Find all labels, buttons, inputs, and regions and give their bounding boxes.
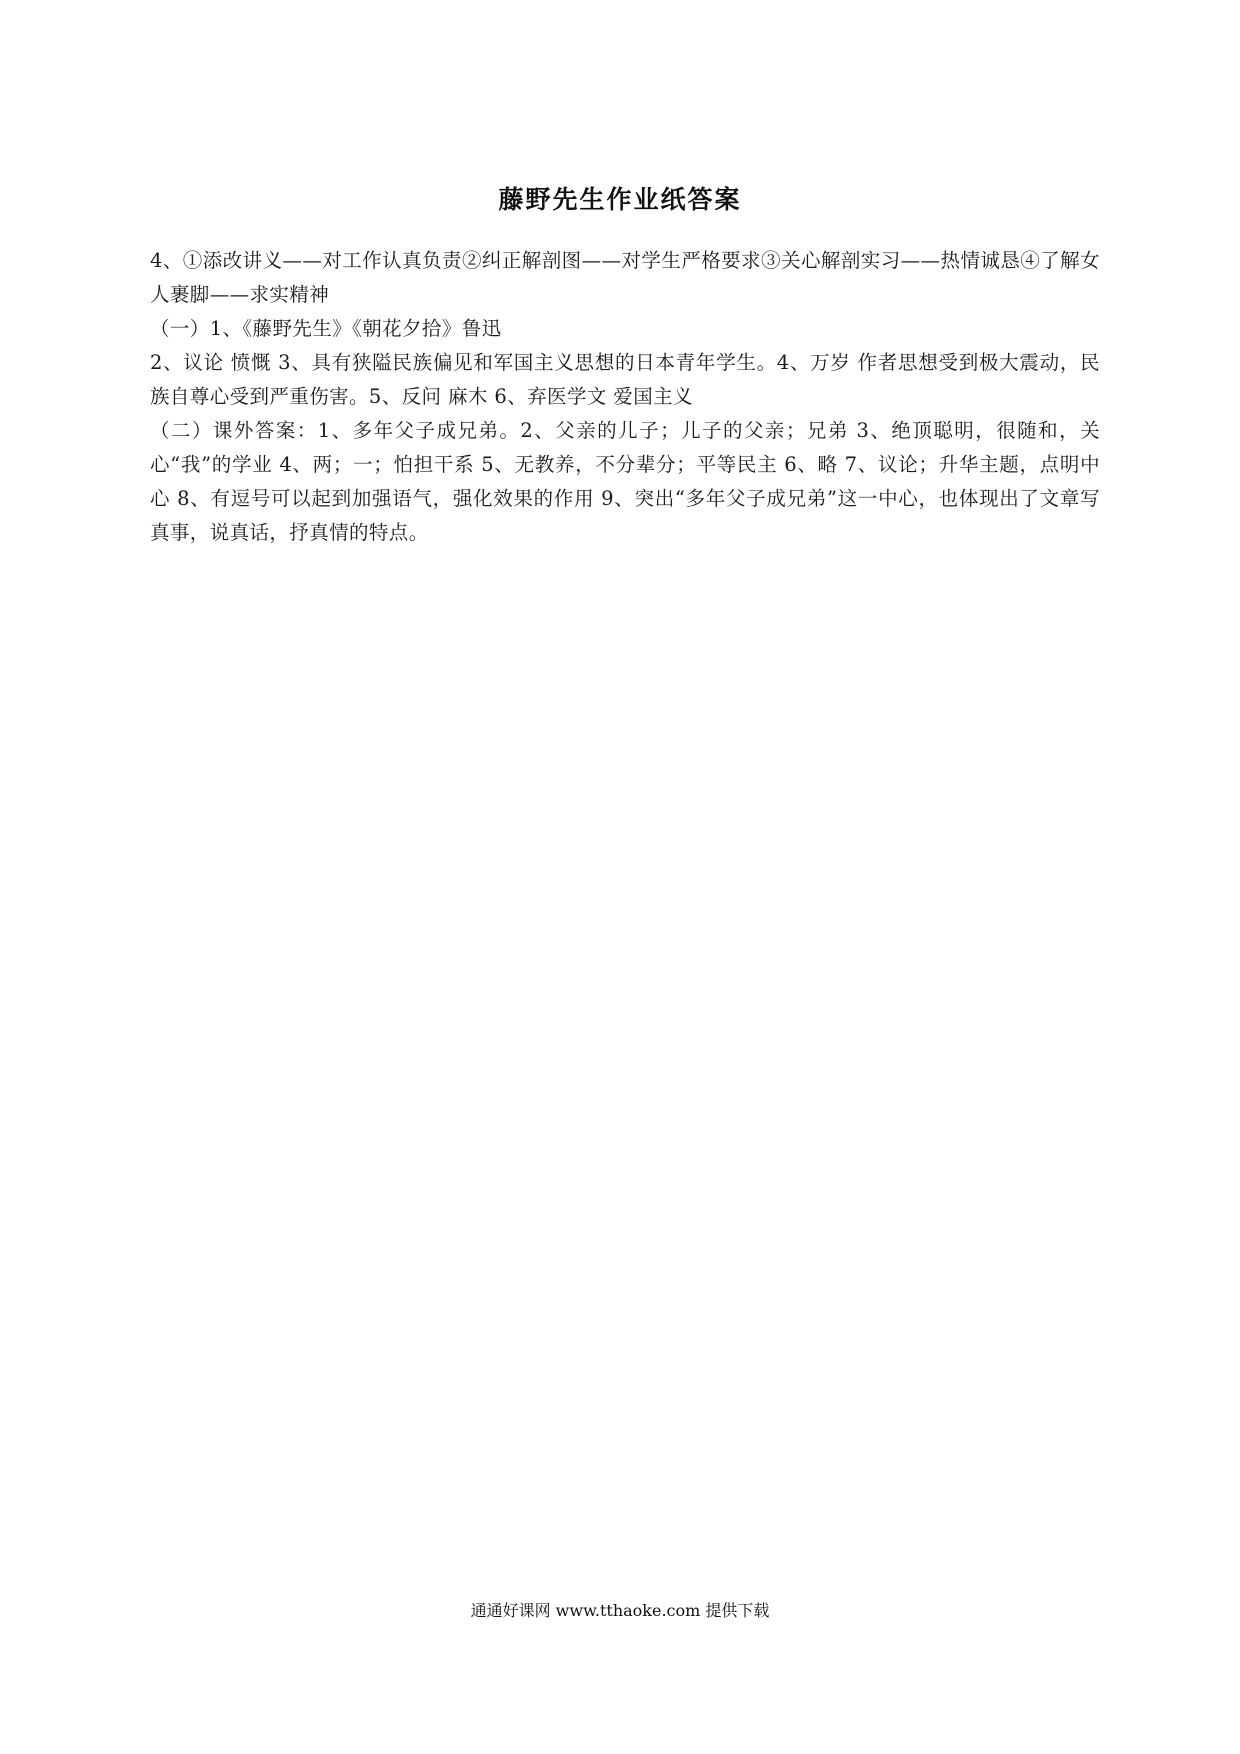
document-title: 藤野先生作业纸答案 <box>498 185 742 214</box>
page-footer: 通通好课网 www.tthaoke.com 提供下载 <box>470 1601 770 1620</box>
answer-body <box>150 244 1100 550</box>
answer-paragraph: （一）1、《藤野先生》《朝花夕拾》鲁迅 <box>150 317 502 340</box>
answer-paragraph: 2、议论 愤慨 3、具有狭隘民族偏见和军国主义思想的日本青年学生。4、万岁 作者思想受到极大震动，民族自尊心受到严重伤害。5、反问 麻木 6、弃医学文 爱国主义 <box>150 351 1100 408</box>
answer-paragraph: 4、①添改讲义——对工作认真负责②纠正解剖图——对学生严格要求③关心解剖实习——热情诚恳④了解女人裹脚——求实精神 <box>150 249 1100 306</box>
answer-paragraph: （二）课外答案：1、多年父子成兄弟。2、父亲的儿子；儿子的父亲；兄弟 3、绝顶聪明，很随和，关心“我”的学业 4、两；一；怕担干系 5、无教养，不分辈分；平等民主 6、略 7、议论；升华主题，点明中心 8、有逗号可以起到加强语气，强化效果的作用 9、突出“多年父子成兄弟”这一中心，也体现出了文章写真事，说真话，抒真情的特点。 <box>150 419 1100 544</box>
